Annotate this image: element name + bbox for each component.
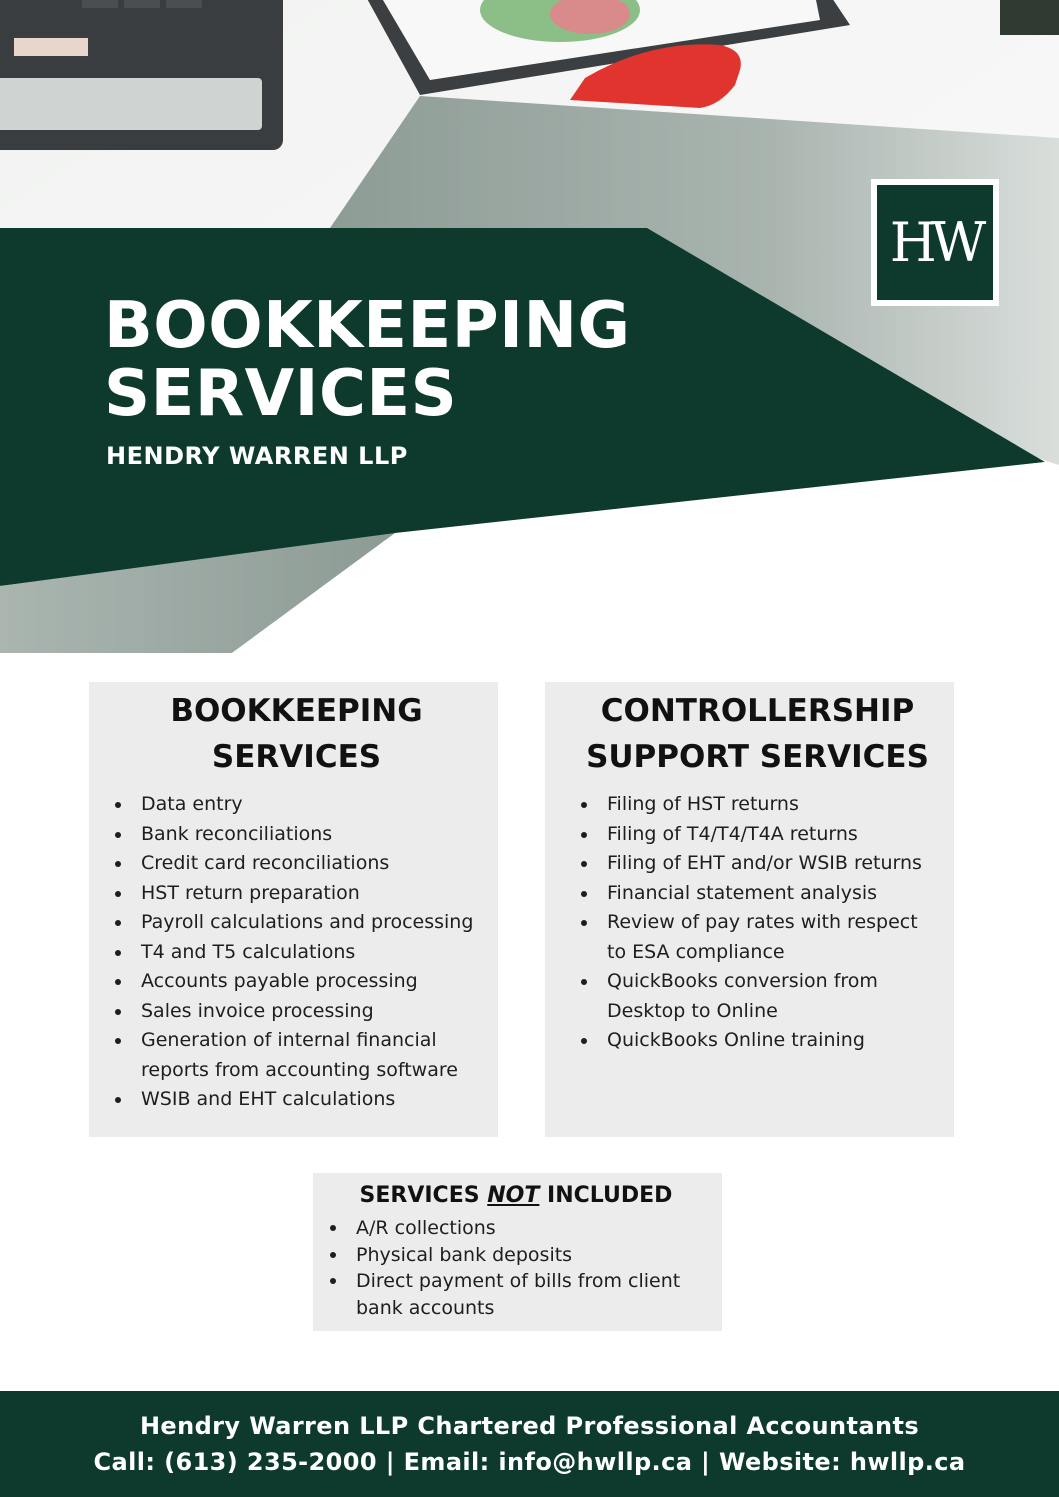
company-name: HENDRY WARREN LLP — [106, 442, 408, 470]
hero-banner — [0, 0, 1059, 660]
list-item: Data entry — [115, 790, 478, 820]
bookkeeping-services-card — [89, 682, 498, 1137]
list-item: Credit card reconciliations — [115, 849, 478, 879]
bookkeeping-heading-line1: BOOKKEEPING — [170, 693, 423, 729]
controllership-heading — [581, 688, 934, 780]
list-item: Financial statement analysis — [581, 879, 934, 909]
list-item: WSIB and EHT calculations — [115, 1085, 478, 1115]
calculator-illustration — [0, 0, 283, 150]
list-item: A/R collections — [330, 1215, 702, 1242]
bookkeeping-list — [115, 790, 478, 1115]
services-not-included-card — [313, 1173, 722, 1331]
list-item: HST return preparation — [115, 879, 478, 909]
list-item: Payroll calculations and processing — [115, 908, 478, 938]
page-title-line1: BOOKKEEPING — [104, 289, 631, 363]
list-item: Bank reconciliations — [115, 820, 478, 850]
list-item: Accounts payable processing — [115, 967, 478, 997]
not-included-heading-emphasis: NOT — [487, 1183, 540, 1208]
footer-contact-line: Call: (613) 235-2000 | Email: info@hwllp.ca | Website: hwllp.ca — [93, 1448, 966, 1476]
list-item: Physical bank deposits — [330, 1242, 702, 1269]
list-item: Direct payment of bills from client bank accounts — [330, 1268, 702, 1321]
list-item: Generation of internal financial reports from accounting software — [115, 1026, 478, 1085]
not-included-heading-post: INCLUDED — [547, 1183, 673, 1208]
controllership-heading-line1: CONTROLLERSHIP — [600, 693, 915, 729]
not-included-heading — [330, 1179, 702, 1213]
list-item: Sales invoice processing — [115, 997, 478, 1027]
list-item: QuickBooks Online training — [581, 1026, 934, 1056]
list-item: Filing of HST returns — [581, 790, 934, 820]
bookkeeping-heading-line2: SERVICES — [211, 739, 382, 775]
bookkeeping-heading — [115, 688, 478, 780]
list-item: T4 and T5 calculations — [115, 938, 478, 968]
list-item: Filing of T4/T4/T4A returns — [581, 820, 934, 850]
not-included-list — [330, 1215, 702, 1321]
controllership-list — [581, 790, 934, 1056]
not-included-heading-pre: SERVICES — [359, 1183, 480, 1208]
controllership-heading-line2: SUPPORT SERVICES — [586, 739, 929, 775]
list-item: Review of pay rates with respect to ESA compliance — [581, 908, 934, 967]
list-item: Filing of EHT and/or WSIB returns — [581, 849, 934, 879]
page-title-line2: SERVICES — [104, 357, 458, 431]
list-item: QuickBooks conversion from Desktop to Online — [581, 967, 934, 1026]
contact-footer — [0, 1391, 1059, 1497]
footer-company-line: Hendry Warren LLP Chartered Professional Accountants — [139, 1412, 920, 1440]
hw-logo-mark: HW — [877, 185, 993, 300]
page-title — [104, 289, 631, 431]
controllership-services-card — [545, 682, 954, 1137]
hw-logo — [871, 179, 999, 306]
